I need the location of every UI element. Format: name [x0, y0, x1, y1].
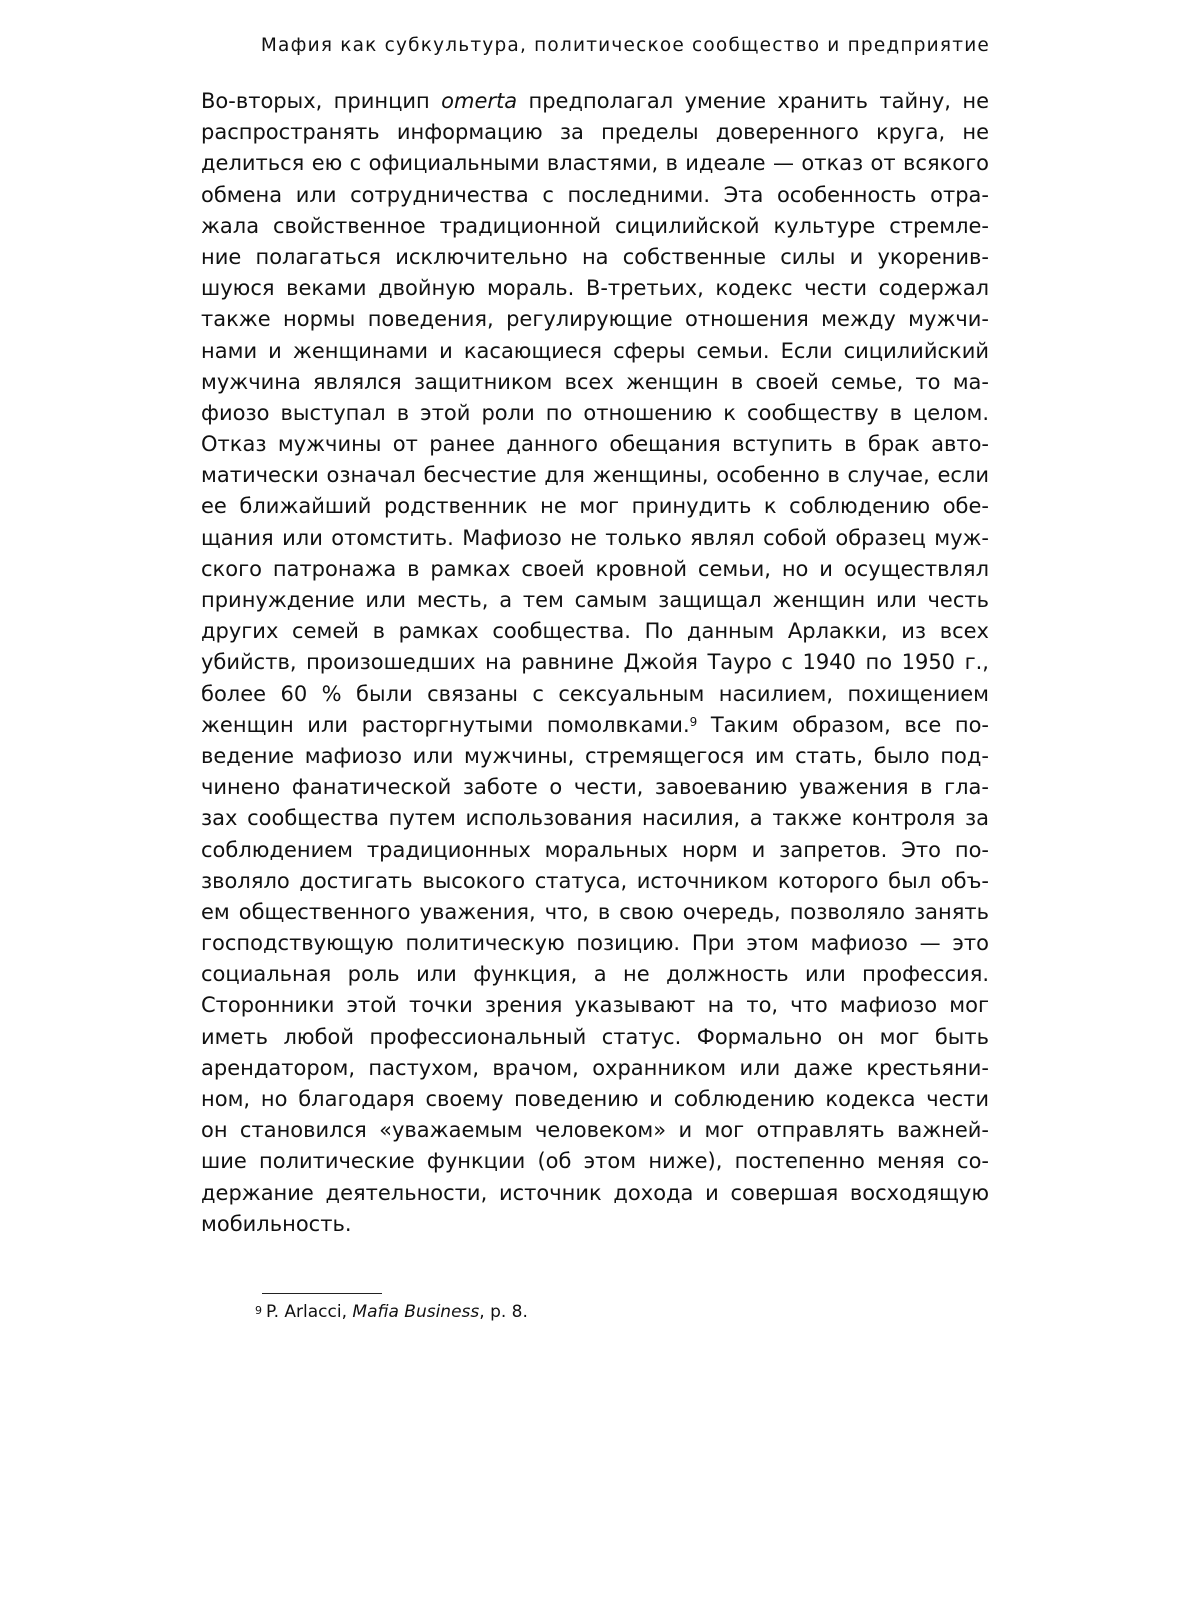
text-run: женщин или расторгнутыми помолвками.: [201, 712, 690, 737]
text-line: делиться ею с официальными властями, в идеале — отказ от всякого: [201, 151, 989, 176]
text-line: щания или отомстить. Мафиозо не только являл собой образец муж-: [201, 525, 989, 550]
italic-term: omerta: [441, 89, 518, 113]
text-line: принуждение или месть, а тем самым защищал женщин или честь: [201, 588, 989, 612]
text-line: господствующую политическую позицию. При этом мафиозо — это: [201, 931, 989, 956]
footnote-divider: [262, 1293, 382, 1294]
text-line: фиозо выступал в этой роли по отношению к сообществу в целом.: [201, 400, 989, 425]
footnote-author: P. Arlacci,: [266, 1302, 353, 1322]
text-line: [201, 86, 989, 117]
body-text: [201, 86, 989, 1240]
text-line: зволяло достигать высокого статуса, источником которого был объ-: [201, 868, 989, 893]
text-line: ведение мафиозо или мужчины, стремящегося им стать, было под-: [201, 743, 989, 768]
running-head: Мафия как субкультура, политическое сообщество и предприятие: [260, 35, 990, 56]
text-line: он становился «уважаемым человеком» и мог отправлять важней-: [201, 1118, 989, 1143]
text-line: арендатором, пастухом, врачом, охранником или даже крестьяни-: [201, 1055, 989, 1080]
text-line: распространять информацию за пределы доверенного круга, не: [201, 120, 989, 145]
text-line: шие политические функции (об этом ниже), постепенно меняя со-: [201, 1149, 989, 1174]
text-line: убийств, произошедших на равнине Джойя Тауро с 1940 по 1950 г.,: [201, 650, 989, 675]
text-line: нами и женщинами и касающиеся сферы семьи. Если сицилийский: [201, 338, 989, 363]
footnote: [255, 1300, 528, 1324]
footnote-number: 9: [255, 1304, 262, 1317]
text-line: ние полагаться исключительно на собственные силы и укоренив-: [201, 244, 989, 269]
text-line: [201, 710, 989, 741]
text-line: мужчина являлся защитником всех женщин в своей семье, то ма-: [201, 369, 989, 394]
text-line: ем общественного уважения, что, в свою очередь, позволяло занять: [201, 899, 989, 924]
text-line: чинено фанатической заботе о чести, завоеванию уважения в гла-: [201, 775, 989, 800]
text-line: шуюся веками двойную мораль. В-третьих, кодекс чести содержал: [201, 276, 989, 301]
text-run: предполагал умение хранить тайну, не: [517, 89, 989, 113]
text-line: социальная роль или функция, а не должность или профессия.: [201, 962, 989, 987]
footnote-rest: , p. 8.: [479, 1302, 528, 1322]
text-line: жала свойственное традиционной сицилийской культуре стремле-: [201, 213, 989, 238]
text-line: более 60 % были связаны с сексуальным насилием, похищением: [201, 681, 989, 706]
text-line: ном, но благодаря своему поведению и соблюдению кодекса чести: [201, 1087, 989, 1111]
text-line: Отказ мужчины от ранее данного обещания вступить в брак авто-: [201, 432, 989, 457]
text-line: иметь любой профессиональный статус. Формально он мог быть: [201, 1024, 989, 1049]
text-line: матически означал бесчестие для женщины, особенно в случае, если: [201, 463, 989, 488]
text-line: Сторонники этой точки зрения указывают на то, что мафиозо мог: [201, 993, 989, 1018]
text-line: ее ближайший родственник не мог принудить к соблюдению обе-: [201, 494, 989, 519]
text-line: ского патронажа в рамках своей кровной семьи, но и осуществлял: [201, 556, 989, 581]
text-line: других семей в рамках сообщества. По данным Арлакки, из всех: [201, 619, 989, 644]
text-line: соблюдением традиционных моральных норм и запретов. Это по-: [201, 837, 989, 862]
text-line: зах сообщества путем использования насилия, а также контроля за: [201, 806, 989, 831]
text-line: держание деятельности, источник дохода и совершая восходящую: [201, 1180, 989, 1205]
footnote-title: Mafia Business: [352, 1302, 480, 1322]
text-line: мобильность.: [201, 1211, 352, 1236]
footnote-ref[interactable]: 9: [689, 714, 698, 729]
text-run: Таким образом, все по-: [697, 712, 989, 737]
text-line: обмена или сотрудничества с последними. Эта особенность отра-: [201, 182, 989, 207]
text-line: также нормы поведения, регулирующие отношения между мужчи-: [201, 307, 989, 332]
text-run: Во-вторых, принцип: [201, 89, 442, 113]
